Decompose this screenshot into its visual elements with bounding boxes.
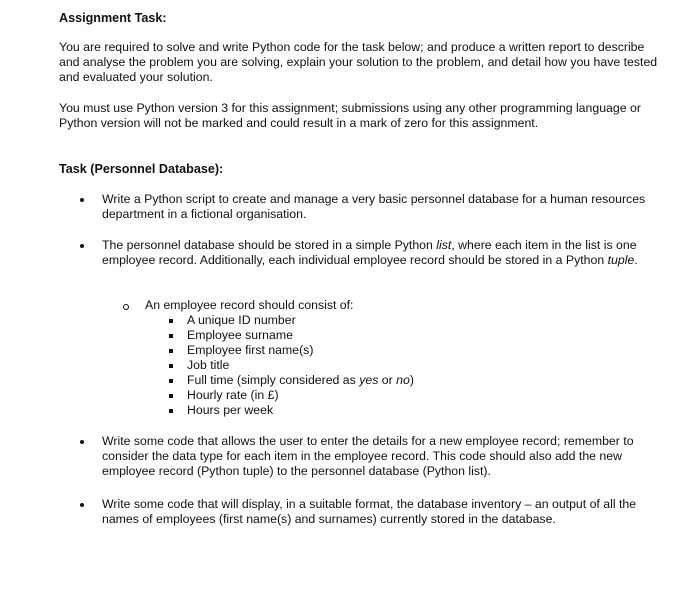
task-bullet-display-inventory: Write some code that will display, in a suitable format, the database inventory – an output of all the names of employees (first name(s) and surnames) currently stored in the database. (102, 497, 637, 527)
bullet-text-part: , where each item in the list is one employee record. Additionally, each individual employee record should be stored in a Python (102, 238, 637, 268)
bullet-text-part: The personnel database should be stored in a simple Python (102, 238, 437, 252)
task-bullet-storage (102, 238, 662, 268)
task-heading: Task (Personnel Database): (59, 162, 224, 176)
assignment-paragraph-intro: You are required to solve and write Python code for the task below; and produce a written report to describe and analyse the problem you are solving, explain your solution to the problem, and detail how you have tested and evaluated your solution. (59, 40, 658, 85)
bullet-icon (80, 244, 84, 248)
field-id-number: A unique ID number (187, 313, 296, 327)
field-hours-per-week: Hours per week (187, 403, 274, 417)
assignment-heading: Assignment Task: (59, 11, 167, 25)
field-full-time (187, 373, 414, 388)
employee-record-intro: An employee record should consist of: (145, 298, 354, 312)
emphasis-no: no (396, 373, 410, 387)
field-hourly-rate: Hourly rate (in £) (187, 388, 279, 402)
field-job-title: Job title (187, 358, 230, 372)
field-text-part: Full time (simply considered as (187, 373, 360, 387)
bullet-icon (80, 440, 84, 444)
emphasis-tuple: tuple (607, 253, 635, 268)
task-bullet-enter-record: Write some code that allows the user to enter the details for a new employee record; remember to consider the data type for each item in the employee record. This code should also add the new employee record (Python tuple) to the personnel database (Python list). (102, 434, 634, 479)
bullet-icon (80, 198, 84, 202)
square-bullet-icon (169, 409, 173, 413)
square-bullet-icon (169, 379, 173, 383)
hollow-circle-bullet-icon (123, 304, 129, 310)
assignment-paragraph-python-version: You must use Python version 3 for this assignment; submissions using any other programming language or Python version will not be marked and could result in a mark of zero for this assignment. (59, 101, 641, 131)
bullet-text-part: . (634, 253, 638, 268)
field-text-part: ) (409, 373, 414, 387)
square-bullet-icon (169, 349, 173, 353)
emphasis-yes: yes (359, 373, 379, 387)
square-bullet-icon (169, 364, 173, 368)
task-bullet-create-database: Write a Python script to create and manage a very basic personnel database for a human resources department in a fictional organisation. (102, 192, 646, 222)
field-surname: Employee surname (187, 328, 293, 342)
square-bullet-icon (169, 394, 173, 398)
emphasis-list: list (436, 238, 452, 252)
square-bullet-icon (169, 334, 173, 338)
square-bullet-icon (169, 319, 173, 323)
bullet-icon (80, 503, 84, 507)
field-first-name: Employee first name(s) (187, 343, 314, 357)
field-text-part: or (378, 373, 397, 387)
